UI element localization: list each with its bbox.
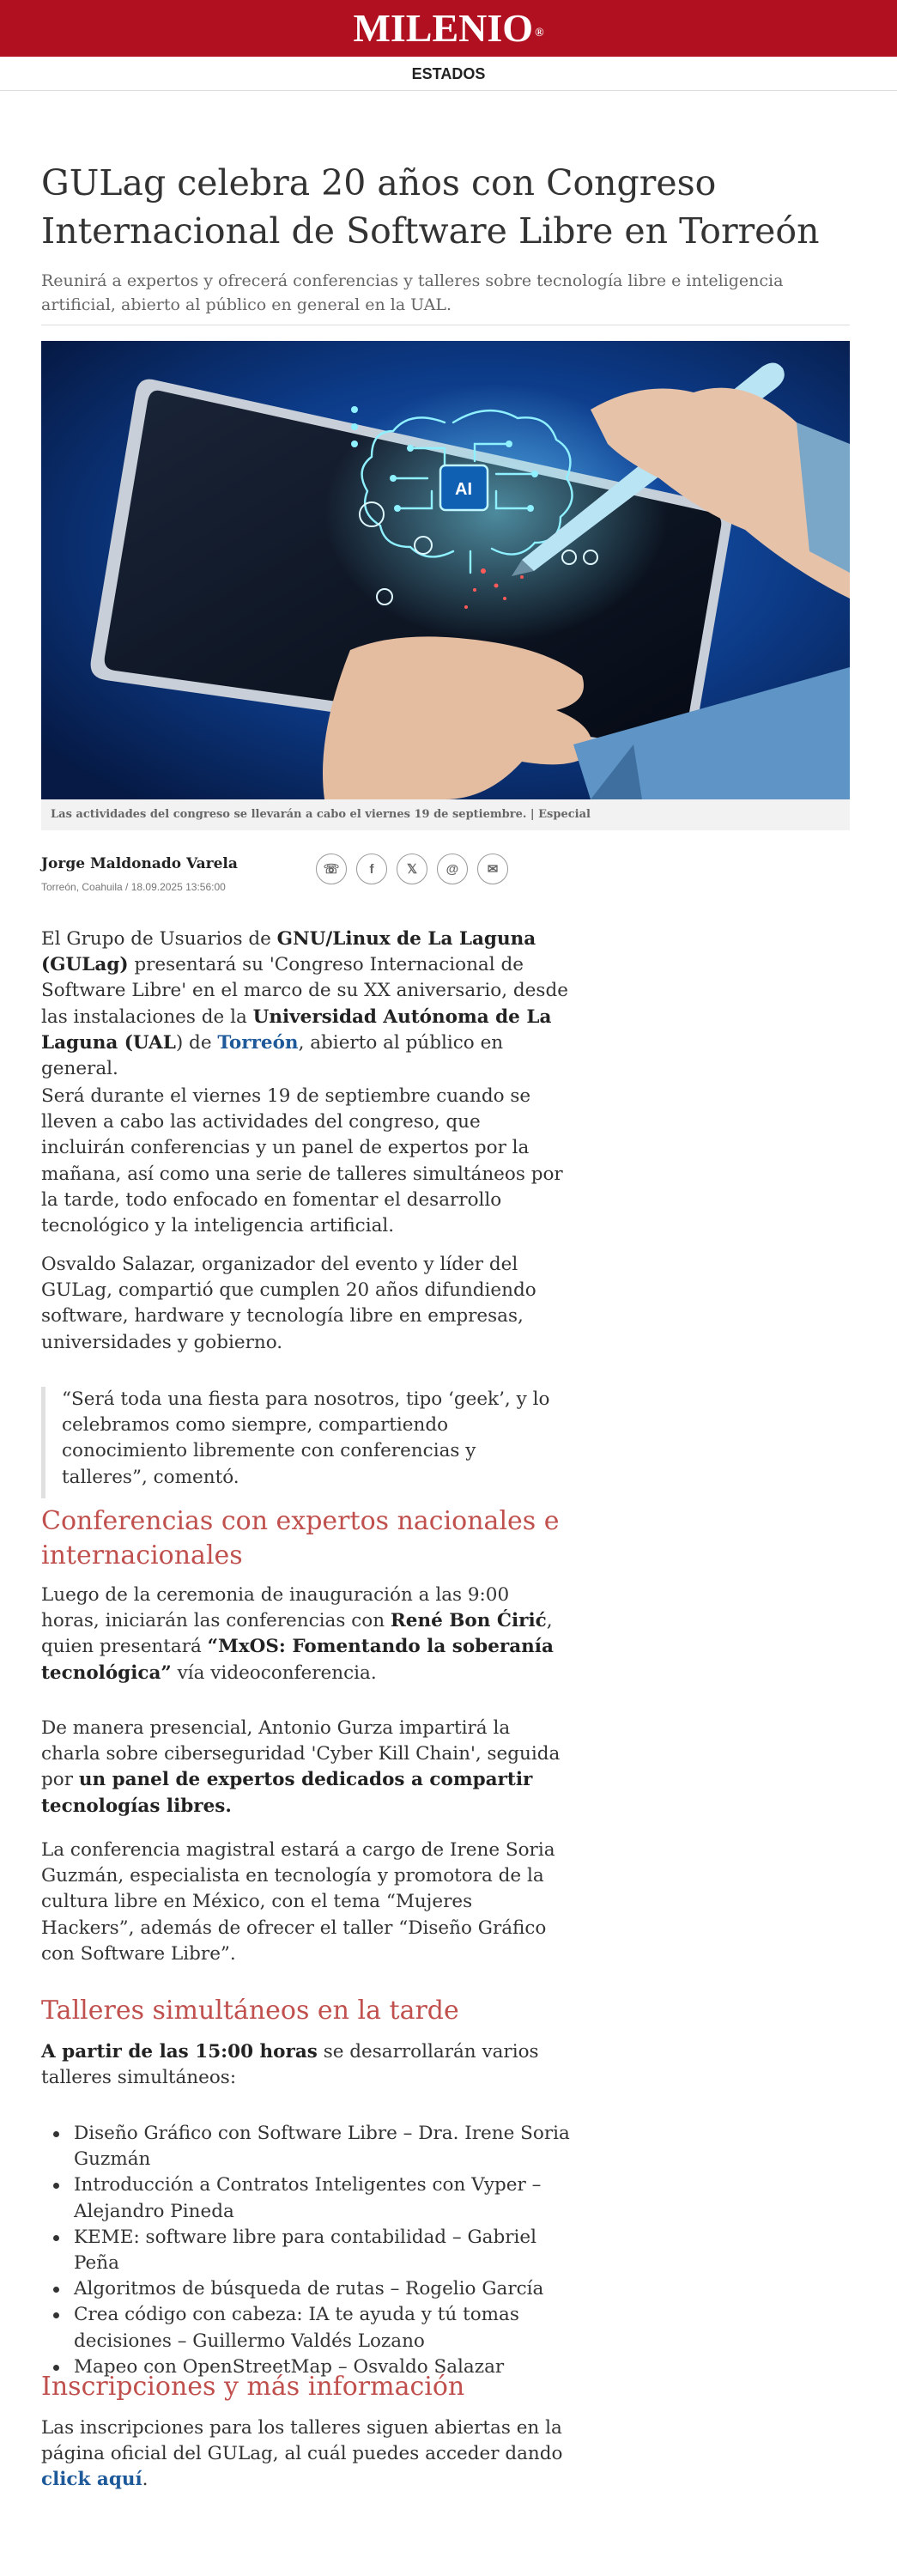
subhead-inscripciones: Inscripciones y más información <box>41 2372 465 2402</box>
share-facebook-button[interactable] <box>356 854 387 884</box>
list-item: Algoritmos de búsqueda de rutas – Rogelio García <box>41 2276 582 2302</box>
threads-icon: @ <box>445 861 459 877</box>
list-item: Diseño Gráfico con Software Libre – Dra. Irene Soria Guzmán <box>41 2121 582 2172</box>
paragraph-inauguracion: Luego de la ceremonia de inauguración a las 9:00 horas, iniciarán las conferencias con René Bon Ćirić, quien presentará “MxOS: Fomentando la soberanía tecnológica” vía videoconferencia. <box>41 1584 554 1684</box>
paragraph-presencial: De manera presencial, Antonio Gurza impartirá la charla sobre ciberseguridad 'Cyber Kill Chain', seguida por un panel de expertos dedicados a compartir tecnologías libres. <box>41 1717 561 1817</box>
paragraph-magistral: La conferencia magistral estará a cargo de Irene Soria Guzmán, especialista en tecnología y promotora de la cultura libre en México, con el tema “Mujeres Hackers”, además de ofrecer el taller “Diseño Gráfico con Software Libre”. <box>41 1839 555 1965</box>
facebook-icon: f <box>369 861 374 877</box>
whatsapp-icon: ☏ <box>323 862 340 877</box>
article-summary: Reunirá a expertos y ofrecerá conferencias y talleres sobre tecnología libre e inteligencia artificial, abierto al público en general en la UAL. <box>41 271 784 314</box>
site-header <box>0 0 897 57</box>
share-x-button[interactable] <box>397 854 427 884</box>
share-threads-button[interactable] <box>437 854 468 884</box>
list-item: Introducción a Contratos Inteligentes con Vyper – Alejandro Pineda <box>41 2172 582 2224</box>
share-whatsapp-button[interactable] <box>316 854 347 884</box>
share-email-button[interactable] <box>477 854 508 884</box>
list-item: KEME: software libre para contabilidad – Gabriel Peña <box>41 2225 582 2276</box>
svg-text:AI: AI <box>455 480 472 499</box>
pull-quote: “Será toda una fiesta para nosotros, tipo ‘geek’, y lo celebramos como siempre, compartiendo conocimiento libremente con conferencias y talleres”, comentó. <box>41 1387 561 1498</box>
milenio-logo[interactable]: MILENIO ® <box>353 6 544 50</box>
torreon-link[interactable]: Torreón <box>217 1031 299 1054</box>
section-label[interactable]: ESTADOS <box>0 57 897 91</box>
x-icon: 𝕏 <box>406 862 418 877</box>
paragraph-talleres-intro: A partir de las 15:00 horas se desarrollarán varios talleres simultáneos: <box>41 2041 539 2089</box>
click-aqui-link[interactable]: click aquí <box>41 2469 142 2491</box>
list-item: Mapeo con OpenStreetMap – Osvaldo Salazar <box>41 2354 582 2380</box>
paragraph-fecha: Será durante el viernes 19 de septiembre cuando se lleven a cabo las actividades del congreso, que incluirán conferencias y un panel de expertos por la mañana, así como una serie de talleres simultáneos por la tarde, todo enfocado en fomentar el desarrollo tecnológico y la inteligencia artificial. <box>41 1085 563 1237</box>
email-icon: ✉ <box>487 862 499 877</box>
dateline: Torreón, Coahuila / 18.09.2025 13:56:00 <box>41 881 226 893</box>
author-name[interactable]: Jorge Maldonado Varela <box>41 855 238 872</box>
ai-chip-graphic <box>440 465 488 510</box>
subhead-talleres: Talleres simultáneos en la tarde <box>41 1996 459 2026</box>
talleres-list <box>41 2121 582 2380</box>
paragraph-inscripciones: Las inscripciones para los talleres siguen abiertas en la página oficial del GULag, al cuál puedes acceder dando click aquí. <box>41 2417 563 2491</box>
paragraph-intro: El Grupo de Usuarios de GNU/Linux de La Laguna (GULag) presentará su 'Congreso Internacional de Software Libre' en el marco de su XX aniversario, desde las instalaciones de la Universidad Autónoma de La Laguna (UAL) de Torreón, abierto al público en general. <box>41 928 568 1080</box>
hero-image <box>41 341 850 799</box>
paragraph-organizador: Osvaldo Salazar, organizador del evento y líder del GULag, compartió que cumplen 20 años difundiendo software, hardware y tecnología libre en empresas, universidades y gobierno. <box>41 1254 536 1353</box>
image-caption: Las actividades del congreso se llevarán a cabo el viernes 19 de septiembre. | Especial <box>41 799 850 830</box>
list-item: Crea código con cabeza: IA te ayuda y tú tomas decisiones – Guillermo Valdés Lozano <box>41 2302 582 2354</box>
article-title: GULag celebra 20 años con Congreso Internacional de Software Libre en Torreón <box>41 162 820 252</box>
subhead-conferencias: Conferencias con expertos nacionales e internacionales <box>41 1506 560 1571</box>
